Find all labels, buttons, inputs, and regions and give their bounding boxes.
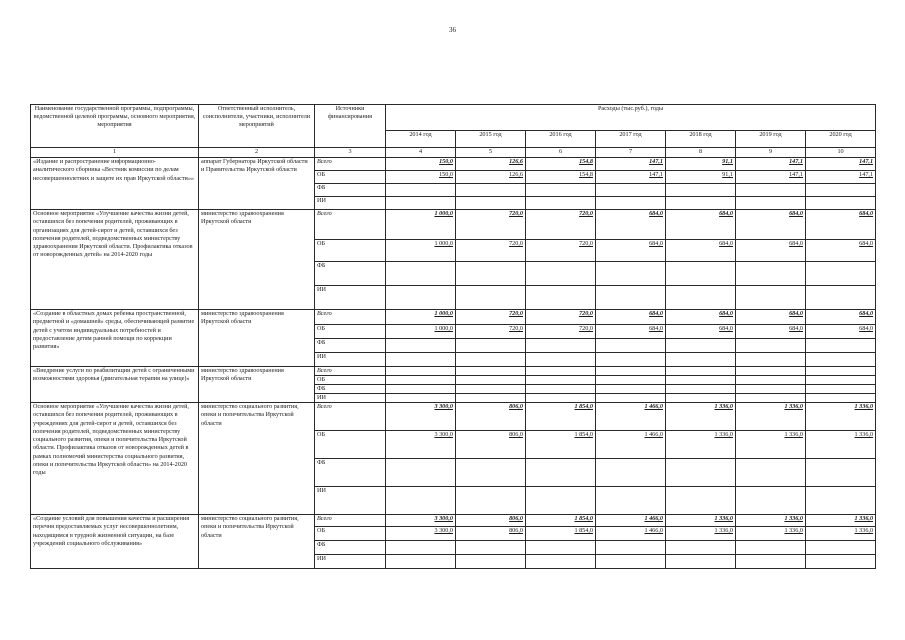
value-cell: 806,0 <box>456 515 526 527</box>
year-header: 2016 год <box>526 131 596 148</box>
column-number-row <box>31 148 876 158</box>
value-cell: 720,0 <box>456 210 526 240</box>
value-cell <box>806 339 876 353</box>
value-cell: 1 336,0 <box>736 403 806 431</box>
value-cell: 684,0 <box>806 310 876 325</box>
value-cell <box>736 184 806 197</box>
column-number: 9 <box>736 148 806 158</box>
value-cell <box>596 197 666 210</box>
value-cell: 684,0 <box>736 325 806 339</box>
value-cell: 1 000,0 <box>386 325 456 339</box>
value-cell <box>806 487 876 515</box>
source-total: Всего <box>315 367 386 376</box>
value-cell: 720,0 <box>526 325 596 339</box>
value-cell <box>806 459 876 487</box>
value-cell: 1 000,0 <box>386 210 456 240</box>
year-header: 2015 год <box>456 131 526 148</box>
value-cell: 147,1 <box>806 158 876 171</box>
value-cell: 1 000,0 <box>386 310 456 325</box>
year-header: 2018 год <box>666 131 736 148</box>
value-cell: 1 336,0 <box>666 431 736 459</box>
header-source: Источники финансирования <box>315 105 386 148</box>
source-fb: ФБ <box>315 385 386 394</box>
value-cell: 1 336,0 <box>806 403 876 431</box>
column-number: 5 <box>456 148 526 158</box>
value-cell <box>386 555 456 569</box>
value-cell: 147,1 <box>596 158 666 171</box>
value-cell <box>666 459 736 487</box>
value-cell <box>666 367 736 376</box>
value-cell <box>666 184 736 197</box>
source-total: Всего <box>315 515 386 527</box>
value-cell <box>456 262 526 286</box>
value-cell: 684,0 <box>806 210 876 240</box>
value-cell <box>386 262 456 286</box>
value-cell: 154,8 <box>526 171 596 184</box>
year-header: 2017 год <box>596 131 666 148</box>
value-cell <box>526 459 596 487</box>
value-cell <box>806 286 876 310</box>
value-cell <box>806 555 876 569</box>
value-cell <box>806 367 876 376</box>
value-cell <box>456 339 526 353</box>
value-cell: 1 336,0 <box>736 515 806 527</box>
value-cell: 3 300,0 <box>386 431 456 459</box>
value-cell <box>736 555 806 569</box>
value-cell: 1 336,0 <box>666 403 736 431</box>
value-cell: 91,1 <box>666 171 736 184</box>
value-cell <box>456 367 526 376</box>
value-cell: 1 466,0 <box>596 403 666 431</box>
value-cell <box>666 339 736 353</box>
source-ob: ОБ <box>315 240 386 262</box>
value-cell <box>526 385 596 394</box>
source-ii: ИИ <box>315 555 386 569</box>
value-cell <box>456 555 526 569</box>
value-cell: 1 854,0 <box>526 527 596 541</box>
value-cell <box>736 459 806 487</box>
value-cell <box>526 487 596 515</box>
source-ii: ИИ <box>315 353 386 367</box>
budget-table <box>30 104 876 569</box>
value-cell <box>456 353 526 367</box>
value-cell <box>386 459 456 487</box>
value-cell: 150,0 <box>386 158 456 171</box>
value-cell: 684,0 <box>666 240 736 262</box>
value-cell <box>736 286 806 310</box>
value-cell: 684,0 <box>736 210 806 240</box>
source-total: Всего <box>315 403 386 431</box>
source-ii: ИИ <box>315 286 386 310</box>
value-cell: 126,6 <box>456 171 526 184</box>
value-cell <box>736 394 806 403</box>
year-header: 2019 год <box>736 131 806 148</box>
value-cell: 150,0 <box>386 171 456 184</box>
value-cell: 3 300,0 <box>386 403 456 431</box>
value-cell <box>596 184 666 197</box>
value-cell: 1 336,0 <box>736 431 806 459</box>
program-name: «Создание в областных домах ребенка пространственной, предметной и «домашней» среды, обеспечивающей развитие детей с учетом индивидуальных потребностей и предоставление детям ранней помощи по коррекции развития» <box>31 310 199 367</box>
program-name: Основное мероприятие «Улучшение качества жизни детей, оставшихся без попечения родителей, проживающих в учреждениях для детей-сирот и детей, оставшихся без попечения родителей, подведомственных министерству социального развития, опеки и попечительства Иркутской области. Профилактика отказов от новорожденных детей в рамках полномочий министерства социального развития, опеки и попечительства Иркутской области» на 2014-2020 годы <box>31 403 199 515</box>
value-cell <box>526 367 596 376</box>
value-cell <box>526 376 596 385</box>
value-cell: 3 300,0 <box>386 527 456 541</box>
value-cell: 684,0 <box>596 310 666 325</box>
value-cell <box>386 286 456 310</box>
value-cell <box>386 376 456 385</box>
value-cell <box>806 541 876 555</box>
value-cell: 684,0 <box>666 210 736 240</box>
value-cell: 1 336,0 <box>666 515 736 527</box>
source-total: Всего <box>315 210 386 240</box>
column-number: 10 <box>806 148 876 158</box>
year-header: 2014 год <box>386 131 456 148</box>
value-cell: 147,1 <box>806 171 876 184</box>
value-cell: 684,0 <box>806 325 876 339</box>
source-ob: ОБ <box>315 171 386 184</box>
value-cell <box>386 487 456 515</box>
value-cell <box>386 541 456 555</box>
value-cell <box>806 394 876 403</box>
page-number: 36 <box>449 26 456 34</box>
executor: министерство здравоохранения Иркутской области <box>199 310 315 367</box>
value-cell <box>736 385 806 394</box>
value-cell <box>736 262 806 286</box>
value-cell <box>666 376 736 385</box>
value-cell <box>596 459 666 487</box>
value-cell: 1 336,0 <box>666 527 736 541</box>
table-row <box>31 367 876 376</box>
header-name: Наименование государственной программы, подпрограммы, ведомственной целевой программы, основного мероприятия, мероприятия <box>31 105 199 148</box>
value-cell: 684,0 <box>736 310 806 325</box>
value-cell <box>456 541 526 555</box>
value-cell <box>386 394 456 403</box>
value-cell <box>456 197 526 210</box>
value-cell: 1 466,0 <box>596 515 666 527</box>
value-cell <box>386 197 456 210</box>
value-cell <box>666 541 736 555</box>
value-cell <box>736 339 806 353</box>
value-cell <box>526 184 596 197</box>
program-name: «Издание и распространение информационно-аналитического сборника «Вестник комиссии по делам несовершеннолетних и защите их прав Иркутской области»» <box>31 158 199 210</box>
value-cell <box>596 376 666 385</box>
header-expenses: Расходы (тыс.руб.), годы <box>386 105 876 131</box>
value-cell: 806,0 <box>456 403 526 431</box>
value-cell <box>456 376 526 385</box>
value-cell: 720,0 <box>526 310 596 325</box>
table-row <box>31 158 876 171</box>
value-cell <box>806 353 876 367</box>
value-cell <box>526 286 596 310</box>
value-cell <box>736 353 806 367</box>
value-cell <box>666 555 736 569</box>
value-cell <box>386 184 456 197</box>
table-row <box>31 515 876 527</box>
value-cell <box>526 339 596 353</box>
value-cell <box>386 353 456 367</box>
table-body <box>31 158 876 569</box>
value-cell <box>386 385 456 394</box>
table-row <box>31 403 876 431</box>
value-cell <box>526 197 596 210</box>
value-cell <box>666 385 736 394</box>
column-number: 1 <box>31 148 199 158</box>
value-cell <box>596 339 666 353</box>
column-number: 8 <box>666 148 736 158</box>
value-cell <box>456 385 526 394</box>
value-cell: 147,1 <box>596 171 666 184</box>
value-cell <box>736 541 806 555</box>
value-cell <box>666 286 736 310</box>
value-cell <box>526 555 596 569</box>
value-cell: 684,0 <box>596 240 666 262</box>
program-name: Основное мероприятие «Улучшение качества жизни детей, оставшихся без попечения родителей, проживающих в организациях для детей-сирот и детей, оставшихся без попечения родителей, подведомственных министерству здравоохранения Иркутской области. Профилактика отказов от новорожденных детей» на 2014-2020 годы <box>31 210 199 310</box>
value-cell <box>666 487 736 515</box>
value-cell: 1 000,0 <box>386 240 456 262</box>
value-cell <box>456 184 526 197</box>
value-cell: 720,0 <box>526 210 596 240</box>
source-ob: ОБ <box>315 376 386 385</box>
value-cell <box>596 555 666 569</box>
value-cell: 126,6 <box>456 158 526 171</box>
value-cell <box>806 262 876 286</box>
source-ob: ОБ <box>315 431 386 459</box>
value-cell: 1 466,0 <box>596 527 666 541</box>
table-row <box>31 210 876 240</box>
executor: аппарат Губернатора Иркутской области и Правительства Иркутской области <box>199 158 315 210</box>
value-cell <box>736 376 806 385</box>
value-cell <box>596 353 666 367</box>
value-cell <box>456 286 526 310</box>
value-cell <box>806 385 876 394</box>
value-cell <box>596 286 666 310</box>
source-ii: ИИ <box>315 197 386 210</box>
value-cell: 684,0 <box>736 240 806 262</box>
value-cell: 1 466,0 <box>596 431 666 459</box>
source-ii: ИИ <box>315 487 386 515</box>
source-fb: ФБ <box>315 541 386 555</box>
value-cell: 91,1 <box>666 158 736 171</box>
value-cell <box>736 487 806 515</box>
source-fb: ФБ <box>315 184 386 197</box>
value-cell <box>666 197 736 210</box>
value-cell <box>596 394 666 403</box>
column-number: 4 <box>386 148 456 158</box>
value-cell <box>526 353 596 367</box>
value-cell <box>386 367 456 376</box>
value-cell <box>456 394 526 403</box>
value-cell: 806,0 <box>456 527 526 541</box>
value-cell <box>666 262 736 286</box>
value-cell: 806,0 <box>456 431 526 459</box>
value-cell <box>386 339 456 353</box>
year-header: 2020 год <box>806 131 876 148</box>
value-cell <box>736 367 806 376</box>
value-cell: 720,0 <box>456 325 526 339</box>
value-cell: 1 854,0 <box>526 403 596 431</box>
source-total: Всего <box>315 310 386 325</box>
column-number: 7 <box>596 148 666 158</box>
value-cell: 720,0 <box>456 240 526 262</box>
value-cell: 684,0 <box>666 325 736 339</box>
value-cell: 1 336,0 <box>806 431 876 459</box>
value-cell: 684,0 <box>596 325 666 339</box>
value-cell <box>596 262 666 286</box>
program-name: «Создание условий для повышения качества и расширения перечня предоставляемых услуг несовершеннолетним, находящимся в трудной жизненной ситуации, на базе учреждений социального обслуживания» <box>31 515 199 569</box>
value-cell: 154,8 <box>526 158 596 171</box>
value-cell <box>526 394 596 403</box>
value-cell: 147,1 <box>736 158 806 171</box>
value-cell: 684,0 <box>666 310 736 325</box>
value-cell <box>526 541 596 555</box>
value-cell <box>806 184 876 197</box>
value-cell: 1 336,0 <box>806 515 876 527</box>
column-number: 3 <box>315 148 386 158</box>
executor: министерство социального развития, опеки и попечительства Иркутской области <box>199 403 315 515</box>
executor: министерство здравоохранения Иркутской области <box>199 367 315 403</box>
program-name: «Внедрение услуги по реабилитации детей с ограниченными возможностями здоровья (двигательная терапия на улице)» <box>31 367 199 403</box>
value-cell: 720,0 <box>526 240 596 262</box>
value-cell <box>806 197 876 210</box>
value-cell <box>456 487 526 515</box>
column-number: 2 <box>199 148 315 158</box>
value-cell <box>806 376 876 385</box>
value-cell <box>596 385 666 394</box>
source-fb: ФБ <box>315 459 386 487</box>
value-cell <box>456 459 526 487</box>
value-cell: 147,1 <box>736 171 806 184</box>
value-cell: 720,0 <box>456 310 526 325</box>
header-executor: Ответственный исполнитель, соисполнители, участники, исполнители мероприятий <box>199 105 315 148</box>
value-cell <box>736 197 806 210</box>
source-fb: ФБ <box>315 262 386 286</box>
value-cell: 1 336,0 <box>806 527 876 541</box>
source-ob: ОБ <box>315 527 386 541</box>
value-cell <box>666 353 736 367</box>
value-cell: 684,0 <box>596 210 666 240</box>
column-number: 6 <box>526 148 596 158</box>
value-cell <box>596 487 666 515</box>
source-total: Всего <box>315 158 386 171</box>
value-cell <box>666 394 736 403</box>
source-fb: ФБ <box>315 339 386 353</box>
value-cell: 3 300,0 <box>386 515 456 527</box>
table-row <box>31 310 876 325</box>
executor: министерство здравоохранения Иркутской области <box>199 210 315 310</box>
value-cell <box>596 367 666 376</box>
value-cell: 1 854,0 <box>526 431 596 459</box>
value-cell: 1 336,0 <box>736 527 806 541</box>
source-ii: ИИ <box>315 394 386 403</box>
value-cell <box>526 262 596 286</box>
value-cell <box>596 541 666 555</box>
value-cell: 1 854,0 <box>526 515 596 527</box>
value-cell: 684,0 <box>806 240 876 262</box>
executor: министерство социального развития, опеки и попечительства Иркутской области <box>199 515 315 569</box>
source-ob: ОБ <box>315 325 386 339</box>
